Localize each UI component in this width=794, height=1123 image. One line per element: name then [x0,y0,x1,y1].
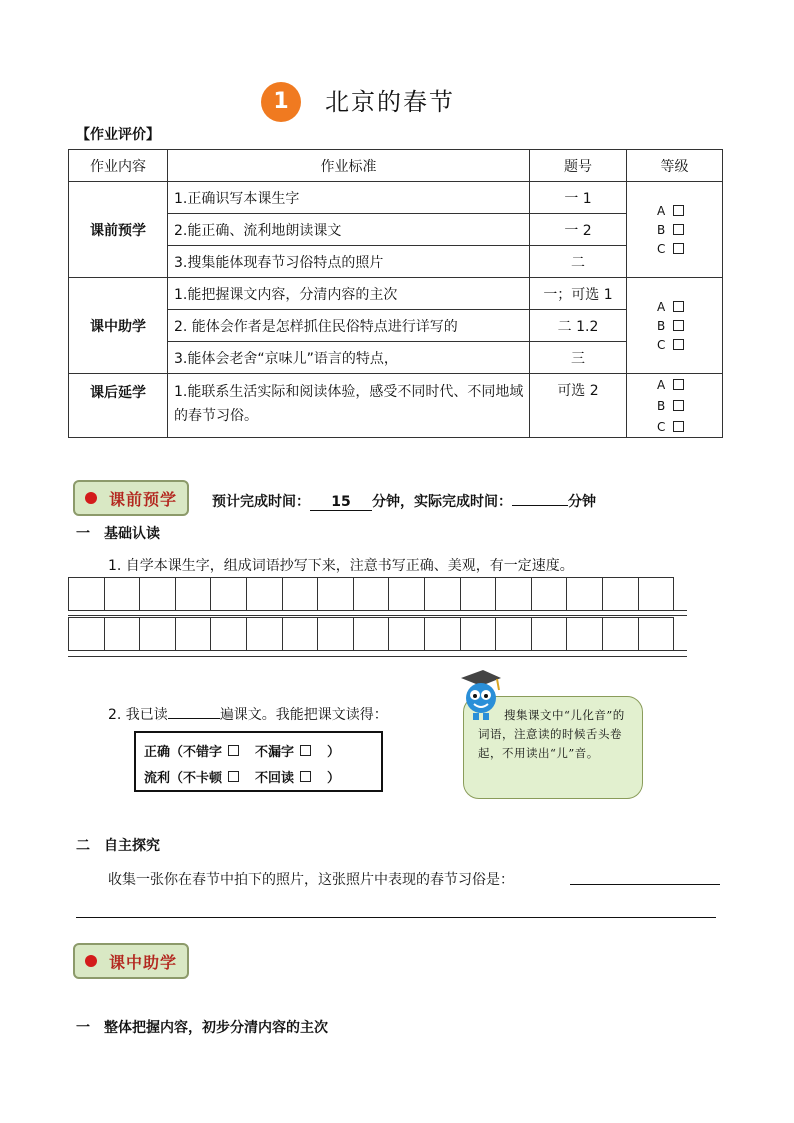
grade-checkbox[interactable] [673,320,684,331]
question-cell: 一；可选 1 [530,278,627,310]
time-suffix: 分钟 [568,494,596,510]
section-name: 课中助学 [69,278,168,374]
grade-checkbox[interactable] [673,243,684,254]
close-paren: ） [327,770,341,786]
answer-line[interactable] [570,884,720,885]
table-row [69,310,723,342]
no-miss-checkbox[interactable] [300,745,311,756]
standard-cell: 1.能联系生活实际和阅读体验，感受不同时代、不同地域的春节习俗。 [168,374,530,438]
estimated-time-field[interactable]: 15 [310,494,372,511]
no-miss-label: 不漏字 [255,744,295,760]
standard-cell: 2. 能体会作者是怎样抓住民俗特点进行详写的 [168,310,530,342]
grade-checkbox[interactable] [673,301,684,312]
header-content: 作业内容 [69,150,168,182]
mascot-icon [455,668,505,722]
tip-text: 搜集课文中“儿化音”的词语，注意读的时候舌头卷起，不用读出“儿”音。 [478,708,625,760]
table-row [69,214,723,246]
evaluation-heading: 【作业评价】 [76,127,160,143]
lesson-number-badge: 1 [261,82,301,122]
question-cell: 二 [530,246,627,278]
time-mid: 分钟，实际完成时间： [372,494,512,510]
table-row [69,342,723,374]
in-class-pill [73,943,189,979]
grade-label: C [657,419,666,434]
in-class-part1-heading: 一 整体把握内容，初步分清内容的主次 [76,1020,328,1036]
fluent-label: 流利（不卡顿 [144,770,223,786]
evaluation-table [68,149,723,438]
grade-label: B [657,318,666,333]
reading-checklist [134,731,383,792]
grade-checkbox[interactable] [673,421,684,432]
question-cell: 一 1 [530,182,627,214]
no-wrong-checkbox[interactable] [228,745,239,756]
grade-label: B [657,398,666,413]
section-name: 课前预学 [69,182,168,278]
question-cell: 二 1.2 [530,310,627,342]
time-prefix: 预计完成时间： [212,494,310,510]
grade-label: A [657,203,666,218]
standard-cell: 1.能把握课文内容，分清内容的主次 [168,278,530,310]
pre-study-pill [73,480,189,516]
grade-cell [627,374,723,438]
no-stall-checkbox[interactable] [228,771,239,782]
grade-label: C [657,337,666,352]
grade-label: C [657,241,666,256]
guide-line [68,650,687,651]
writing-grid-row[interactable] [68,617,673,651]
table-row [69,278,723,310]
grade-checkbox[interactable] [673,205,684,216]
question-cell: 可选 2 [530,374,627,438]
standard-cell: 3.搜集能体现春节习俗特点的照片 [168,246,530,278]
table-row [69,374,723,438]
page-title: 北京的春节 [325,88,455,116]
grade-cell [627,278,723,374]
no-reread-label: 不回读 [255,770,295,786]
grade-checkbox[interactable] [673,400,684,411]
no-reread-checkbox[interactable] [300,771,311,782]
grade-checkbox[interactable] [673,224,684,235]
guide-line [68,610,687,611]
table-row [69,182,723,214]
grade-label: A [657,299,666,314]
question-cell: 一 2 [530,214,627,246]
question-cell: 三 [530,342,627,374]
pill-label: 课中助学 [109,952,178,972]
guide-line [68,615,687,616]
question-2 [108,703,388,724]
standard-cell: 2.能正确、流利地朗读课文 [168,214,530,246]
q2-suffix: 遍课文。我能把课文读得： [219,707,388,723]
writing-grid-row[interactable] [68,577,673,611]
table-row [69,246,723,278]
actual-time-field[interactable] [512,490,568,506]
read-count-field[interactable] [168,703,220,719]
header-grade: 等级 [627,150,723,182]
section-name: 课后延学 [69,374,168,438]
question-1: 1. 自学本课生字，组成词语抄写下来，注意书写正确、美观，有一定速度。 [108,558,574,574]
grade-label: A [657,377,666,392]
bullet-dot-icon [85,955,97,967]
correct-label: 正确（不错字 [144,744,223,760]
q2-prefix: 2. 我已读 [108,707,168,723]
grade-checkbox[interactable] [673,339,684,350]
standard-cell: 1.正确识写本课生字 [168,182,530,214]
time-line [212,490,596,511]
bullet-dot-icon [85,492,97,504]
answer-line[interactable] [76,917,716,918]
part1-heading: 一 基础认读 [76,526,160,542]
photo-prompt: 收集一张你在春节中拍下的照片，这张照片中表现的春节习俗是： [108,872,514,888]
grade-cell [627,182,723,278]
table-header-row [69,150,723,182]
grade-checkbox[interactable] [673,379,684,390]
header-standard: 作业标准 [168,150,530,182]
pill-label: 课前预学 [109,489,178,509]
part2-heading: 二 自主探究 [76,838,160,854]
standard-cell: 3.能体会老舍“京味儿”语言的特点， [168,342,530,374]
guide-line [68,656,687,657]
grade-label: B [657,222,666,237]
close-paren: ） [327,744,341,760]
header-question: 题号 [530,150,627,182]
